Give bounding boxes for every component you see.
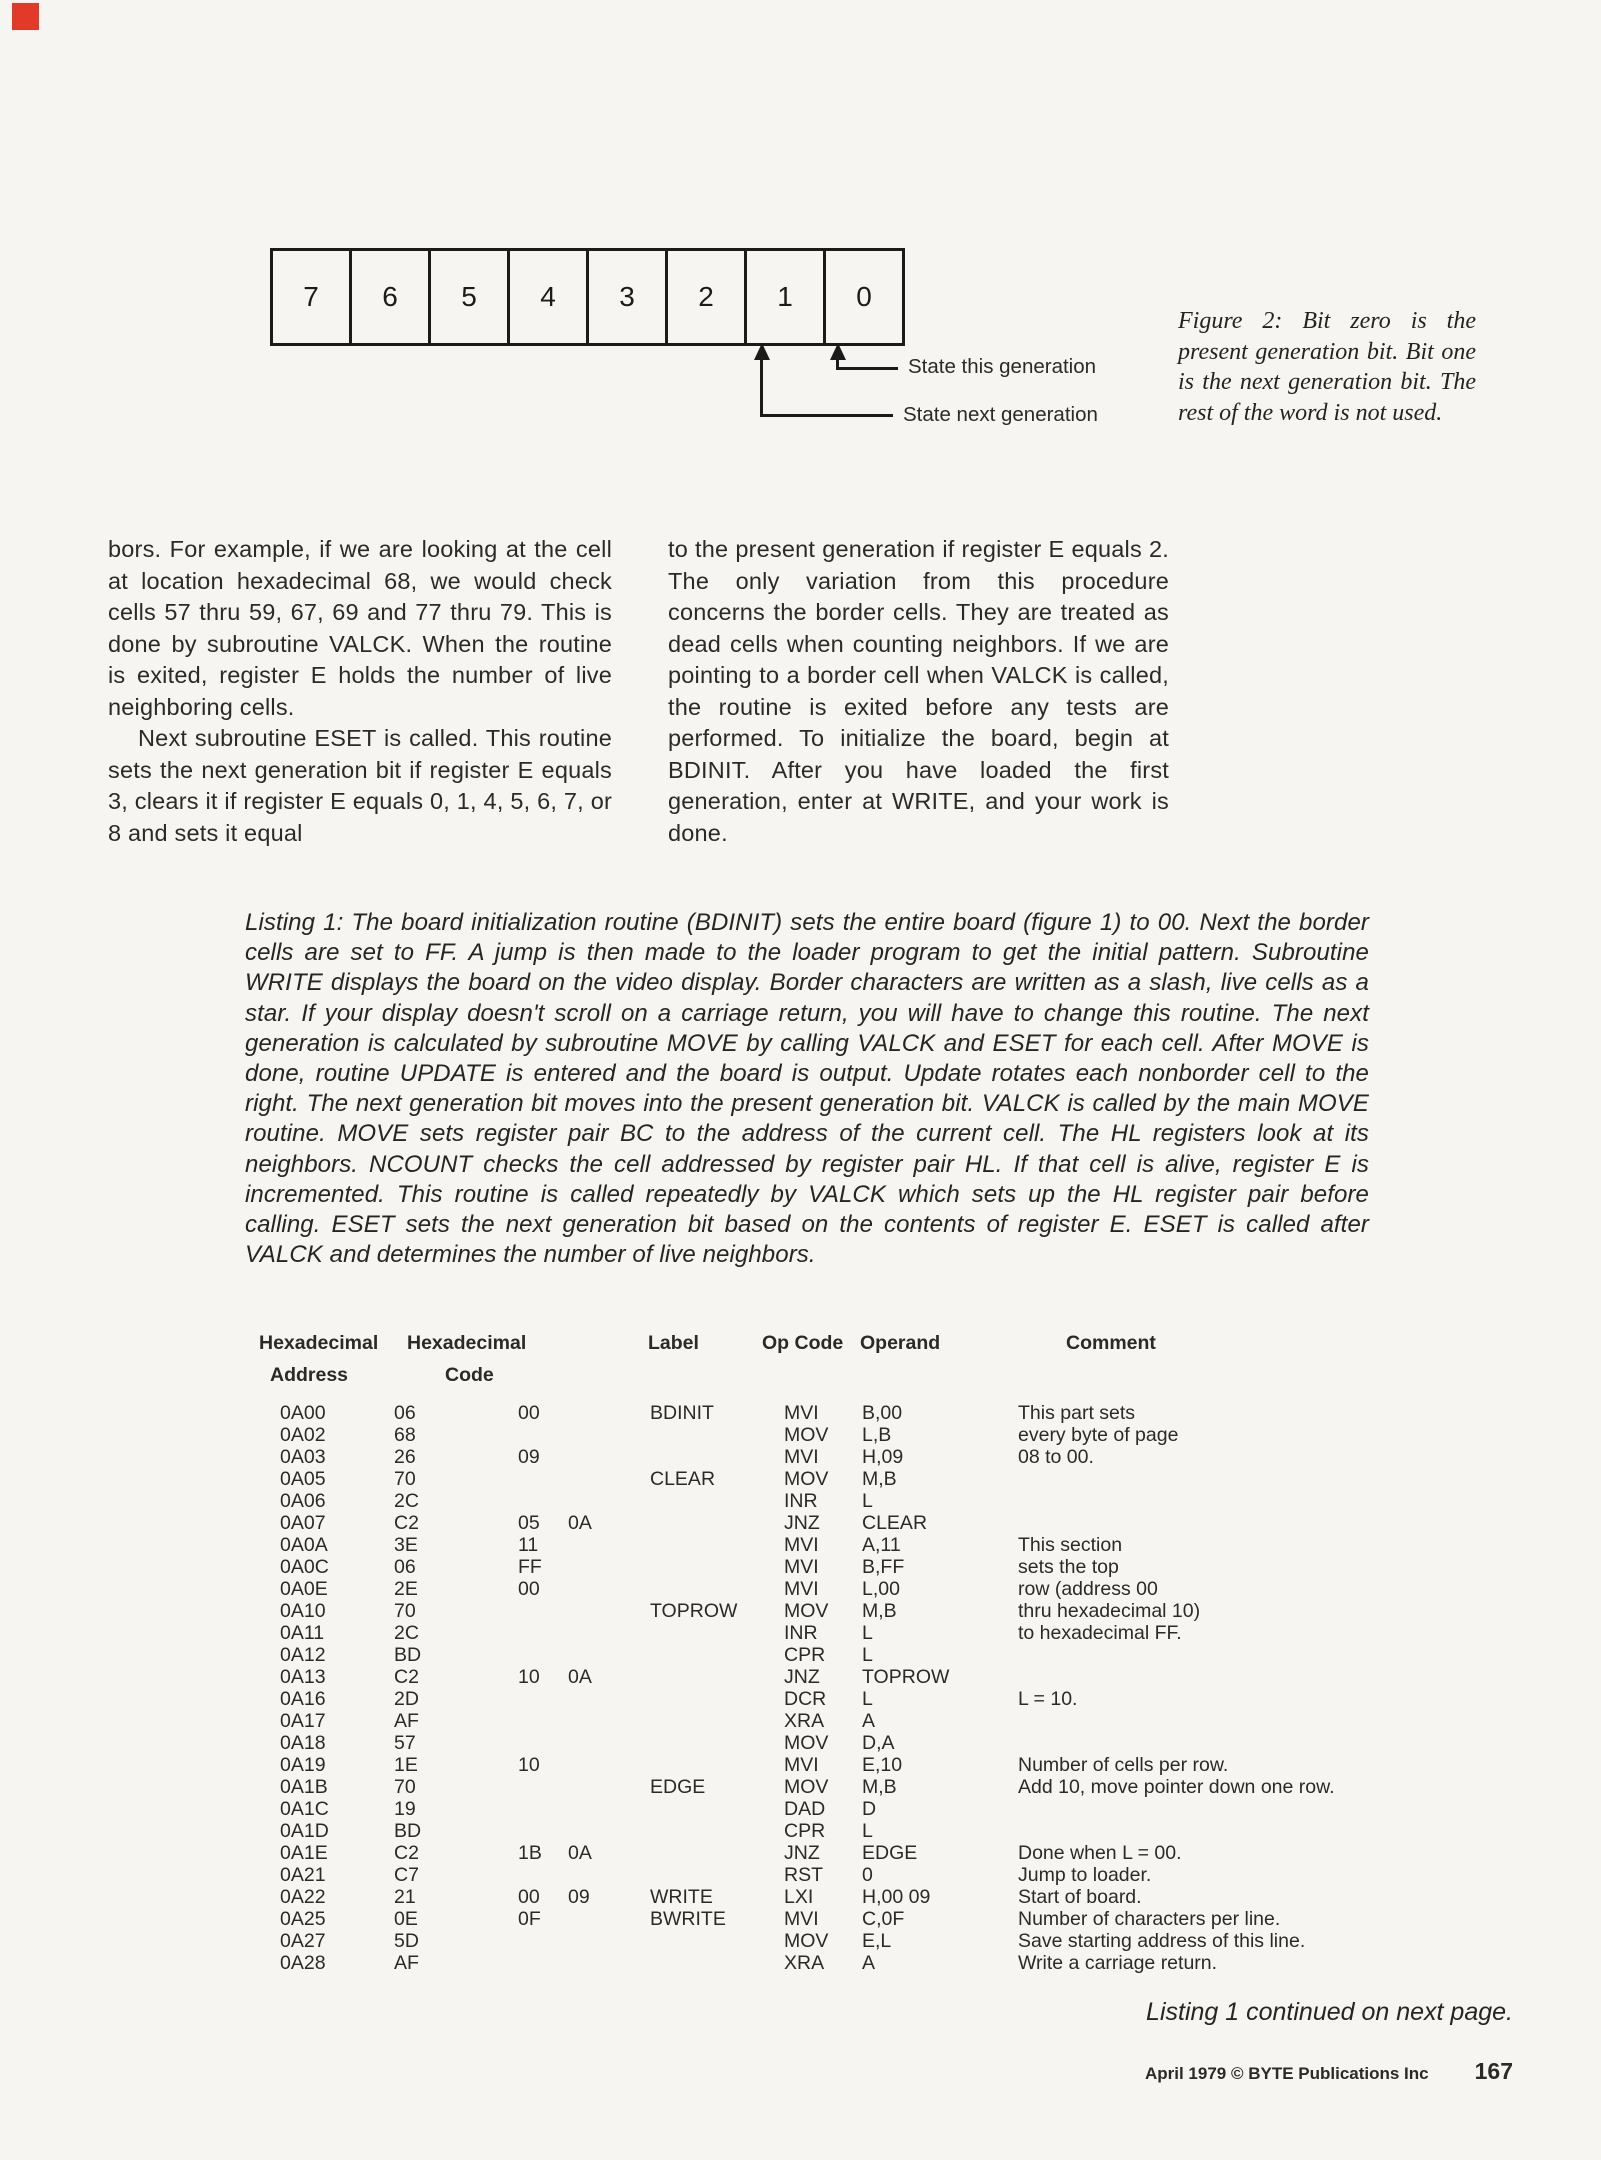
address-cell: 0A11: [280, 1622, 325, 1644]
bit-box-0: 0: [823, 248, 905, 346]
opcode-cell: MOV: [784, 1424, 829, 1446]
operand-cell: M,B: [862, 1600, 897, 1622]
operand-cell: B,FF: [862, 1556, 905, 1578]
opcode-cell: MVI: [784, 1446, 819, 1468]
code-byte-cell: C7: [394, 1864, 419, 1886]
table-row: [280, 1644, 1520, 1666]
publication-credit: April 1979 © BYTE Publications Inc: [1144, 2064, 1429, 2083]
bit-register-diagram: [270, 248, 905, 346]
table-row: [280, 1688, 1520, 1710]
opcode-cell: MVI: [784, 1402, 819, 1424]
comment-cell: Start of board.: [1018, 1886, 1142, 1908]
figure-label-this-generation: State this generation: [908, 355, 1097, 378]
code-byte-cell: 2C: [394, 1490, 419, 1512]
comment-cell: every byte of page: [1018, 1424, 1179, 1446]
address-cell: 0A1E: [280, 1842, 328, 1864]
code-byte-cell: C2: [394, 1842, 419, 1864]
page-number: 167: [1474, 2058, 1513, 2084]
table-row: [280, 1952, 1520, 1974]
code-byte-cell: 10: [518, 1754, 540, 1776]
code-byte-cell: 57: [394, 1732, 416, 1754]
label-cell: CLEAR: [650, 1468, 716, 1490]
column-header-hex-address: Hexadecimal: [259, 1332, 379, 1354]
operand-cell: M,B: [862, 1468, 897, 1490]
address-cell: 0A06: [280, 1490, 326, 1512]
code-byte-cell: 70: [394, 1468, 416, 1490]
code-byte-cell: 26: [394, 1446, 416, 1468]
address-cell: 0A12: [280, 1644, 326, 1666]
code-byte-cell: 11: [518, 1534, 539, 1556]
code-byte-cell: 1E: [394, 1754, 418, 1776]
bit-box-2: 2: [665, 248, 747, 346]
label-cell: WRITE: [650, 1886, 713, 1908]
table-row: [280, 1622, 1520, 1644]
label-cell: EDGE: [650, 1776, 706, 1798]
bit-box-5: 5: [428, 248, 510, 346]
column-header-hex-code: Hexadecimal: [407, 1332, 527, 1354]
table-row: [280, 1754, 1520, 1776]
address-cell: 0A16: [280, 1688, 326, 1710]
arrow-line: [760, 358, 763, 417]
operand-cell: M,B: [862, 1776, 897, 1798]
opcode-cell: RST: [784, 1864, 823, 1886]
code-byte-cell: 0E: [394, 1908, 418, 1930]
operand-cell: 0: [862, 1864, 873, 1886]
comment-cell: This section: [1018, 1534, 1123, 1556]
table-row: [280, 1930, 1520, 1952]
operand-cell: L,B: [862, 1424, 892, 1446]
code-byte-cell: AF: [394, 1952, 419, 1974]
comment-cell: row (address 00: [1018, 1578, 1158, 1600]
table-row: [280, 1710, 1520, 1732]
table-row: [280, 1776, 1520, 1798]
code-byte-cell: 2C: [394, 1622, 419, 1644]
operand-cell: EDGE: [862, 1842, 918, 1864]
opcode-cell: XRA: [784, 1710, 825, 1732]
code-byte-cell: C2: [394, 1512, 419, 1534]
operand-cell: A: [862, 1952, 876, 1974]
code-byte-cell: 09: [518, 1446, 540, 1468]
opcode-cell: MVI: [784, 1556, 819, 1578]
opcode-cell: DCR: [784, 1688, 827, 1710]
operand-cell: TOPROW: [862, 1666, 950, 1688]
column-header-hex-code: Code: [445, 1364, 494, 1386]
opcode-cell: MOV: [784, 1776, 829, 1798]
address-cell: 0A18: [280, 1732, 326, 1754]
comment-cell: Add 10, move pointer down one row.: [1018, 1776, 1335, 1798]
column-header-comment: Comment: [1066, 1332, 1156, 1354]
body-column-right: [668, 534, 1169, 849]
address-cell: 0A19: [280, 1754, 326, 1776]
bit-box-1: 1: [744, 248, 826, 346]
column-header-label: Label: [648, 1332, 699, 1354]
arrow-line: [836, 367, 898, 370]
address-cell: 0A21: [280, 1864, 326, 1886]
table-row: [280, 1842, 1520, 1864]
table-row: [280, 1468, 1520, 1490]
address-cell: 0A00: [280, 1402, 326, 1424]
code-byte-cell: 21: [394, 1886, 416, 1908]
comment-cell: Done when L = 00.: [1018, 1842, 1182, 1864]
address-cell: 0A10: [280, 1600, 326, 1622]
operand-cell: E,10: [862, 1754, 903, 1776]
table-row: [280, 1424, 1520, 1446]
address-cell: 0A1C: [280, 1798, 329, 1820]
operand-cell: L: [862, 1644, 873, 1666]
code-byte-cell: C2: [394, 1666, 419, 1688]
address-cell: 0A03: [280, 1446, 326, 1468]
table-row: [280, 1886, 1520, 1908]
opcode-cell: LXI: [784, 1886, 814, 1908]
comment-cell: Save starting address of this line.: [1018, 1930, 1306, 1952]
address-cell: 0A05: [280, 1468, 326, 1490]
column-header-operand: Operand: [860, 1332, 941, 1354]
operand-cell: H,09: [862, 1446, 904, 1468]
code-byte-cell: 0A: [568, 1842, 592, 1864]
opcode-cell: MVI: [784, 1908, 819, 1930]
bit-box-6: 6: [349, 248, 431, 346]
opcode-cell: MOV: [784, 1930, 829, 1952]
opcode-cell: MVI: [784, 1534, 819, 1556]
opcode-cell: MOV: [784, 1732, 829, 1754]
opcode-cell: MVI: [784, 1578, 819, 1600]
address-cell: 0A07: [280, 1512, 326, 1534]
opcode-cell: MVI: [784, 1754, 819, 1776]
opcode-cell: JNZ: [784, 1666, 820, 1688]
code-byte-cell: 00: [518, 1886, 540, 1908]
comment-cell: 08 to 00.: [1018, 1446, 1094, 1468]
code-byte-cell: AF: [394, 1710, 419, 1732]
column-header-hex-address: Address: [270, 1364, 349, 1386]
code-byte-cell: 70: [394, 1776, 416, 1798]
address-cell: 0A13: [280, 1666, 326, 1688]
body-paragraph: to the present generation if register E equals 2. The only variation from this procedure concerns the border cells. They are treated as dead cells when counting neighbors. If we are pointing to a border cell when VALCK is called, the routine is exited before any tests are performed. To initialize the board, begin at BDINIT. After you have loaded the first generation, enter at WRITE, and your work is done.: [668, 536, 1169, 846]
code-byte-cell: 00: [518, 1402, 540, 1424]
code-byte-cell: BD: [394, 1644, 422, 1666]
operand-cell: L: [862, 1490, 873, 1512]
operand-cell: L,00: [862, 1578, 900, 1600]
opcode-cell: JNZ: [784, 1512, 820, 1534]
table-row: [280, 1798, 1520, 1820]
comment-cell: L = 10.: [1018, 1688, 1078, 1710]
address-cell: 0A02: [280, 1424, 326, 1446]
code-byte-cell: 0F: [518, 1908, 541, 1930]
listing-table: [259, 1332, 1520, 1992]
body-paragraph: bors. For example, if we are looking at the cell at location hexadecimal 68, we would check cells 57 thru 59, 67, 69 and 77 thru 79. This is done by subroutine VALCK. When the routine is exited, register E holds the number of live neighboring cells.: [108, 536, 612, 720]
address-cell: 0A25: [280, 1908, 326, 1930]
code-byte-cell: 09: [568, 1886, 590, 1908]
code-byte-cell: 10: [518, 1666, 540, 1688]
label-cell: TOPROW: [650, 1600, 738, 1622]
table-row: [280, 1446, 1520, 1468]
address-cell: 0A27: [280, 1930, 326, 1952]
comment-cell: Jump to loader.: [1018, 1864, 1152, 1886]
code-byte-cell: 5D: [394, 1930, 419, 1952]
operand-cell: L: [862, 1688, 873, 1710]
code-byte-cell: 68: [394, 1424, 416, 1446]
comment-cell: Number of characters per line.: [1018, 1908, 1281, 1930]
bit-box-4: 4: [507, 248, 589, 346]
table-row: [280, 1578, 1520, 1600]
operand-cell: L: [862, 1820, 873, 1842]
label-cell: BDINIT: [650, 1402, 714, 1424]
table-row: [280, 1402, 1520, 1424]
address-cell: 0A0C: [280, 1556, 329, 1578]
table-row: [280, 1732, 1520, 1754]
operand-cell: CLEAR: [862, 1512, 928, 1534]
code-byte-cell: 00: [518, 1578, 540, 1600]
opcode-cell: INR: [784, 1622, 818, 1644]
table-row: [280, 1666, 1520, 1688]
code-byte-cell: 05: [518, 1512, 540, 1534]
address-cell: 0A28: [280, 1952, 326, 1974]
table-row: [280, 1534, 1520, 1556]
red-corner-mark: [12, 3, 39, 30]
operand-cell: A: [862, 1710, 876, 1732]
table-row: [280, 1512, 1520, 1534]
address-cell: 0A0E: [280, 1578, 328, 1600]
operand-cell: L: [862, 1622, 873, 1644]
address-cell: 0A1B: [280, 1776, 328, 1798]
opcode-cell: MOV: [784, 1600, 829, 1622]
opcode-cell: DAD: [784, 1798, 826, 1820]
listing-caption: Listing 1: The board initialization routine (BDINIT) sets the entire board (figure 1) to 00. Next the border cells are set to FF. A jump is then made to the loader program to get the initial pattern. Subroutine WRITE displays the board on the video display. Border characters are written as a slash, live cells as a star. If your display doesn't scroll on a carriage return, you will have to change this routine. The next generation is calculated by subroutine MOVE by calling VALCK and ESET for each cell. After MOVE is done, routine UPDATE is entered and the board is output. Update rotates each nonborder cell to the right. The next generation bit moves into the present generation bit. VALCK is called by the main MOVE routine. MOVE sets register pair BC to the address of the current cell. The HL registers look at its neighbors. NCOUNT checks the cell addressed by register pair HL. If that cell is alive, register E is incremented. This routine is called repeatedly by VALCK which sets up the HL register pair before calling. ESET sets the next generation bit based on the contents of register E. ESET is called after VALCK and determines the number of live neighbors.: [245, 909, 1369, 1269]
address-cell: 0A22: [280, 1886, 326, 1908]
comment-cell: Number of cells per row.: [1018, 1754, 1229, 1776]
listing-continued-note: Listing 1 continued on next page.: [1146, 1998, 1513, 2026]
column-header-opcode: Op Code: [762, 1332, 844, 1354]
opcode-cell: CPR: [784, 1644, 826, 1666]
code-byte-cell: FF: [518, 1556, 542, 1578]
body-column-left: [108, 534, 612, 849]
comment-cell: This part sets: [1018, 1402, 1136, 1424]
code-byte-cell: 2D: [394, 1688, 419, 1710]
figure-caption: Figure 2: Bit zero is the present generation bit. Bit one is the next generation bit. The rest of the word is not used.: [1178, 308, 1476, 426]
code-byte-cell: 0A: [568, 1666, 592, 1688]
address-cell: 0A0A: [280, 1534, 328, 1556]
label-cell: BWRITE: [650, 1908, 726, 1930]
bit-box-3: 3: [586, 248, 668, 346]
figure-label-next-generation: State next generation: [903, 403, 1098, 426]
code-byte-cell: 06: [394, 1556, 416, 1578]
table-row: [280, 1864, 1520, 1886]
comment-cell: Write a carriage return.: [1018, 1952, 1218, 1974]
bit-box-7: 7: [270, 248, 352, 346]
body-paragraph: Next subroutine ESET is called. This routine sets the next generation bit if register E equals 3, clears it if register E equals 0, 1, 4, 5, 6, 7, or 8 and sets it equal: [108, 725, 612, 846]
operand-cell: A,11: [862, 1534, 901, 1556]
opcode-cell: XRA: [784, 1952, 825, 1974]
comment-cell: to hexadecimal FF.: [1018, 1622, 1182, 1644]
arrow-line: [760, 414, 893, 417]
operand-cell: D,A: [862, 1732, 895, 1754]
code-byte-cell: 3E: [394, 1534, 418, 1556]
opcode-cell: JNZ: [784, 1842, 820, 1864]
comment-cell: sets the top: [1018, 1556, 1119, 1578]
page-footer: [0, 2058, 1513, 2085]
code-byte-cell: 2E: [394, 1578, 418, 1600]
opcode-cell: MOV: [784, 1468, 829, 1490]
opcode-cell: CPR: [784, 1820, 826, 1842]
table-row: [280, 1556, 1520, 1578]
operand-cell: H,00 09: [862, 1886, 931, 1908]
table-row: [280, 1600, 1520, 1622]
code-byte-cell: 0A: [568, 1512, 592, 1534]
table-row: [280, 1908, 1520, 1930]
opcode-cell: INR: [784, 1490, 818, 1512]
table-row: [280, 1820, 1520, 1842]
address-cell: 0A17: [280, 1710, 326, 1732]
code-byte-cell: 1B: [518, 1842, 542, 1864]
code-byte-cell: 70: [394, 1600, 416, 1622]
operand-cell: C,0F: [862, 1908, 905, 1930]
comment-cell: thru hexadecimal 10): [1018, 1600, 1201, 1622]
table-row: [280, 1490, 1520, 1512]
code-byte-cell: 19: [394, 1798, 416, 1820]
address-cell: 0A1D: [280, 1820, 329, 1842]
operand-cell: E,L: [862, 1930, 892, 1952]
code-byte-cell: BD: [394, 1820, 422, 1842]
operand-cell: D: [862, 1798, 877, 1820]
operand-cell: B,00: [862, 1402, 903, 1424]
code-byte-cell: 06: [394, 1402, 416, 1424]
